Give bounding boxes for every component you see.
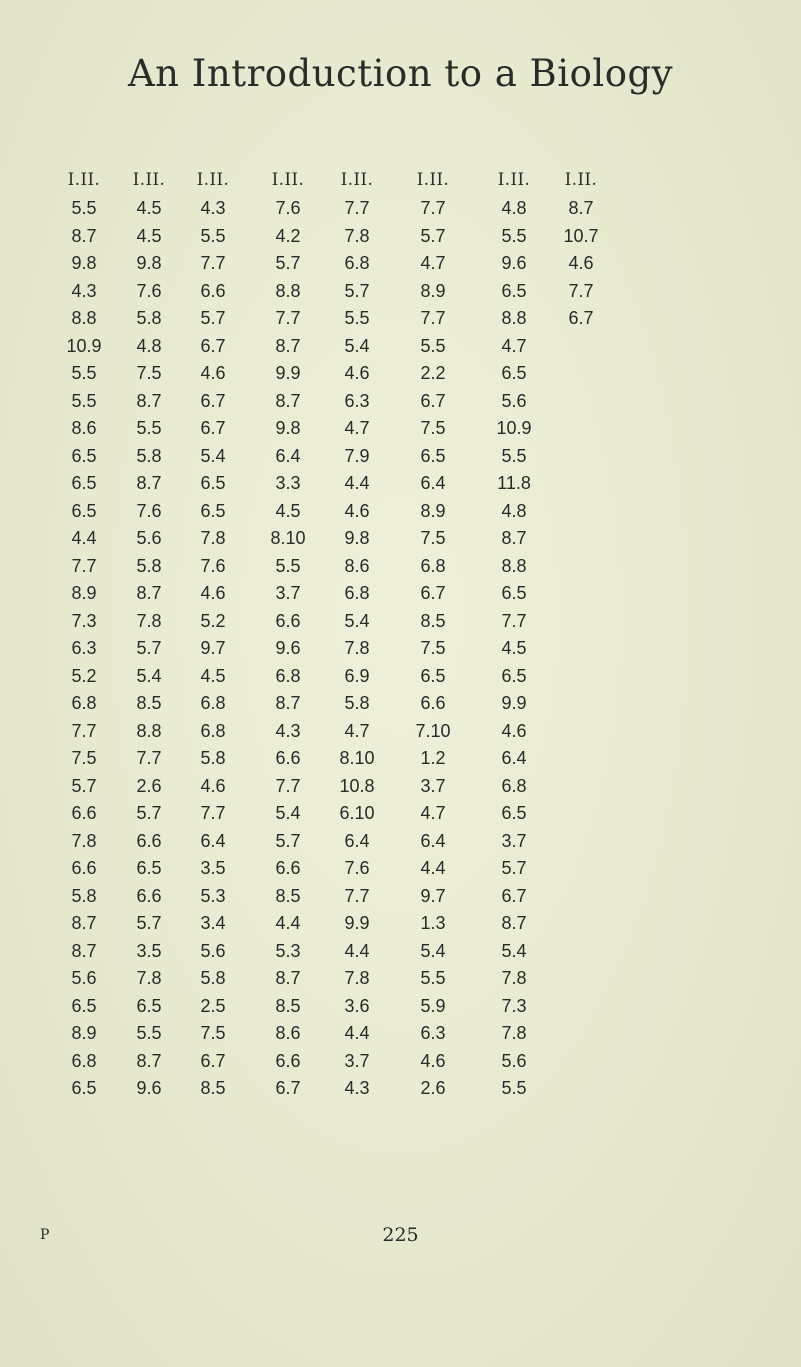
table-cell: 7.8 (344, 225, 370, 246)
table-cell: 8.7 (275, 335, 301, 356)
table-cell: 6.9 (344, 665, 370, 686)
table-cell: 6.6 (71, 803, 97, 823)
table-cell: 5.7 (275, 253, 301, 273)
table-cell: 6.7 (275, 1078, 301, 1098)
table-cell: 5.8 (136, 308, 162, 328)
table-cell: 9.9 (275, 363, 301, 383)
table-cell: 6.4 (344, 830, 370, 851)
table-cell: 5.7 (136, 913, 162, 933)
table-cell: 7.10 (415, 720, 451, 741)
table-cell: 6.8 (344, 583, 370, 603)
table-cell: 7.8 (501, 968, 527, 988)
table-cell: 5.8 (200, 968, 226, 988)
table-cell: 6.5 (71, 445, 97, 466)
table-cell: 4.7 (344, 418, 370, 438)
table-cell: 8.8 (275, 280, 301, 301)
table-cell: 6.4 (275, 445, 301, 466)
table-cell: 8.5 (420, 610, 446, 631)
table-cell: 4.4 (344, 940, 370, 961)
table-cell: 5.5 (501, 225, 527, 246)
table-cell: 5.6 (200, 940, 226, 961)
table-cell: 7.8 (501, 1023, 527, 1043)
table-cell: 6.6 (275, 858, 301, 878)
table-cell: 7.7 (568, 280, 594, 301)
table-cell: 10.8 (339, 775, 375, 796)
table-cell: 8.7 (136, 583, 162, 603)
table-cell: 5.7 (136, 803, 162, 823)
table-cell: 4.2 (275, 225, 301, 246)
table-cell: 5.5 (71, 363, 97, 383)
table-cell: 6.4 (420, 830, 446, 851)
table-cell: 8.5 (136, 693, 162, 713)
table-cell: 8.7 (71, 913, 97, 933)
table-cell: 8.9 (71, 583, 97, 603)
table-cell: 5.6 (136, 528, 162, 548)
table-cell: 2.6 (136, 775, 162, 796)
table-cell: 5.9 (420, 995, 446, 1016)
table-cell: 7.8 (200, 528, 226, 548)
table-cell: 8.5 (275, 995, 301, 1016)
table-cell: 3.4 (200, 913, 226, 933)
column-header: I.II. (132, 170, 166, 189)
table-cell: 5.4 (344, 335, 370, 356)
table-cell: 6.5 (71, 1078, 97, 1098)
table-cell: 7.5 (136, 363, 162, 383)
column-header: I.II. (271, 170, 305, 189)
table-cell: 7.7 (200, 803, 226, 823)
table-cell: 7.8 (136, 610, 162, 631)
table-cell: 4.3 (200, 198, 226, 218)
table-cell: 6.5 (420, 445, 446, 466)
table-cell: 7.7 (71, 555, 97, 576)
table-cell: 5.8 (71, 885, 97, 906)
table-cell: 10.7 (563, 225, 599, 246)
table-cell: 4.5 (136, 225, 162, 246)
table-cell: 6.5 (200, 473, 226, 493)
table-cell: 5.5 (501, 445, 527, 466)
table-cell: 4.3 (71, 280, 97, 301)
table-cell: 6.5 (71, 995, 97, 1016)
table-cell: 6.4 (200, 830, 226, 851)
table-cell: 5.6 (501, 390, 527, 411)
table-cell: 9.7 (420, 885, 446, 906)
table-cell: 3.7 (344, 1050, 370, 1071)
signature-mark: P (40, 1227, 50, 1243)
column-header: I.II. (416, 170, 450, 189)
table-cell: 6.6 (200, 280, 226, 301)
table-cell: 7.7 (501, 610, 527, 631)
table-cell: 5.5 (136, 418, 162, 438)
table-cell: 7.6 (136, 280, 162, 301)
table-cell: 6.7 (200, 1050, 226, 1071)
table-cell: 1.3 (420, 913, 446, 933)
column-header: I.II. (340, 170, 374, 189)
table-cell: 9.9 (501, 693, 527, 713)
table-cell: 6.5 (420, 665, 446, 686)
table-cell: 2.6 (420, 1078, 446, 1098)
table-cell: 10.9 (496, 418, 532, 438)
table-cell: 4.5 (501, 638, 527, 658)
column-header: I.II. (497, 170, 531, 189)
table-cell: 4.6 (568, 253, 594, 273)
running-head: An Introduction to a Biology (127, 52, 674, 95)
table-cell: 6.5 (200, 500, 226, 521)
table-cell: 6.3 (420, 1023, 446, 1043)
table-cell: 7.5 (200, 1023, 226, 1043)
table-cell: 6.7 (501, 885, 527, 906)
table-cell: 9.6 (501, 253, 527, 273)
table-cell: 4.5 (275, 500, 301, 521)
table-cell: 5.6 (501, 1050, 527, 1071)
table-cell: 6.4 (420, 473, 446, 493)
table-cell: 8.7 (136, 1050, 162, 1071)
table-cell: 5.7 (71, 775, 97, 796)
column-header: I.II. (196, 170, 230, 189)
table-cell: 7.7 (344, 198, 370, 218)
table-cell: 6.3 (344, 390, 370, 411)
table-cell: 7.8 (136, 968, 162, 988)
table-cell: 6.6 (420, 693, 446, 713)
table-cell: 5.4 (344, 610, 370, 631)
table-cell: 5.7 (136, 638, 162, 658)
table-cell: 7.7 (71, 720, 97, 741)
table-cell: 3.7 (275, 583, 301, 603)
column-header: I.II. (67, 170, 101, 189)
table-cell: 6.5 (136, 995, 162, 1016)
table-cell: 7.8 (71, 830, 97, 851)
table-cell: 5.7 (420, 225, 446, 246)
table-cell: 5.2 (71, 665, 97, 686)
table-cell: 6.7 (200, 335, 226, 356)
table-cell: 5.5 (136, 1023, 162, 1043)
table-cell: 5.8 (136, 445, 162, 466)
table-cell: 6.7 (200, 390, 226, 411)
table-cell: 5.4 (275, 803, 301, 823)
table-cell: 4.6 (501, 720, 527, 741)
table-cell: 5.5 (501, 1078, 527, 1098)
table-cell: 8.7 (136, 473, 162, 493)
table-cell: 5.7 (200, 308, 226, 328)
table-cell: 7.5 (420, 418, 446, 438)
table-cell: 4.4 (344, 473, 370, 493)
table-cell: 8.7 (275, 693, 301, 713)
table-cell: 6.4 (501, 748, 527, 768)
table-cell: 7.8 (344, 968, 370, 988)
table-cell: 6.6 (275, 610, 301, 631)
table-cell: 6.5 (501, 363, 527, 383)
table-cell: 9.8 (136, 253, 162, 273)
table-cell: 2.5 (200, 995, 226, 1016)
table-cell: 8.10 (270, 528, 306, 548)
table-cell: 9.6 (136, 1078, 162, 1098)
table-cell: 3.5 (200, 858, 226, 878)
table-cell: 4.6 (200, 583, 226, 603)
data-table (0, 198, 801, 1118)
table-cell: 5.8 (344, 693, 370, 713)
table-cell: 7.7 (420, 308, 446, 328)
table-cell: 7.5 (420, 638, 446, 658)
table-cell: 4.6 (420, 1050, 446, 1071)
table-cell: 4.6 (200, 363, 226, 383)
table-cell: 5.7 (344, 280, 370, 301)
table-cell: 5.5 (420, 968, 446, 988)
table-cell: 8.6 (71, 418, 97, 438)
page-number: 225 (382, 1224, 419, 1246)
table-cell: 6.8 (71, 693, 97, 713)
table-cell: 4.7 (420, 253, 446, 273)
table-cell: 8.8 (71, 308, 97, 328)
table-cell: 4.7 (420, 803, 446, 823)
table-cell: 6.8 (420, 555, 446, 576)
table-cell: 5.5 (275, 555, 301, 576)
table-cell: 4.6 (200, 775, 226, 796)
table-cell: 8.6 (275, 1023, 301, 1043)
table-cell: 4.4 (71, 528, 97, 548)
table-cell: 4.7 (344, 720, 370, 741)
table-cell: 6.8 (200, 720, 226, 741)
table-cell: 5.4 (501, 940, 527, 961)
table-cell: 3.7 (501, 830, 527, 851)
table-cell: 6.5 (136, 858, 162, 878)
table-cell: 8.9 (420, 280, 446, 301)
table-cell: 6.7 (420, 390, 446, 411)
table-cell: 6.5 (71, 473, 97, 493)
table-cell: 3.5 (136, 940, 162, 961)
table-cell: 4.4 (344, 1023, 370, 1043)
table-cell: 3.7 (420, 775, 446, 796)
table-cell: 7.7 (200, 253, 226, 273)
table-cell: 4.8 (501, 500, 527, 521)
table-cell: 7.6 (275, 198, 301, 218)
table-cell: 5.4 (420, 940, 446, 961)
table-cell: 9.7 (200, 638, 226, 658)
table-cell: 7.5 (420, 528, 446, 548)
table-cell: 6.8 (501, 775, 527, 796)
table-cell: 7.5 (71, 748, 97, 768)
table-cell: 9.6 (275, 638, 301, 658)
table-cell: 8.10 (339, 748, 375, 768)
table-cell: 4.5 (136, 198, 162, 218)
table-cell: 7.7 (275, 308, 301, 328)
table-cell: 7.6 (200, 555, 226, 576)
table-cell: 5.5 (71, 390, 97, 411)
table-cell: 7.3 (71, 610, 97, 631)
table-cell: 8.7 (568, 198, 594, 218)
table-cell: 6.5 (501, 665, 527, 686)
table-cell: 8.7 (71, 225, 97, 246)
table-header-row (0, 170, 801, 192)
table-cell: 9.8 (275, 418, 301, 438)
table-cell: 8.7 (136, 390, 162, 411)
table-cell: 4.8 (501, 198, 527, 218)
table-cell: 1.2 (420, 748, 446, 768)
table-cell: 8.5 (200, 1078, 226, 1098)
table-cell: 6.8 (344, 253, 370, 273)
table-cell: 8.8 (501, 308, 527, 328)
table-cell: 6.6 (275, 748, 301, 768)
table-cell: 5.4 (136, 665, 162, 686)
table-cell: 8.6 (344, 555, 370, 576)
table-cell: 4.3 (275, 720, 301, 741)
table-cell: 6.8 (71, 1050, 97, 1071)
table-cell: 7.7 (275, 775, 301, 796)
table-cell: 5.3 (275, 940, 301, 961)
table-cell: 9.9 (344, 913, 370, 933)
table-cell: 5.4 (200, 445, 226, 466)
table-cell: 6.6 (136, 885, 162, 906)
table-cell: 6.6 (71, 858, 97, 878)
table-cell: 5.5 (200, 225, 226, 246)
table-cell: 6.6 (136, 830, 162, 851)
table-cell: 8.8 (136, 720, 162, 741)
table-cell: 7.7 (136, 748, 162, 768)
table-cell: 3.3 (275, 473, 301, 493)
table-cell: 6.8 (200, 693, 226, 713)
table-cell: 5.7 (501, 858, 527, 878)
table-cell: 7.6 (136, 500, 162, 521)
table-cell: 7.7 (344, 885, 370, 906)
table-cell: 8.8 (501, 555, 527, 576)
table-cell: 4.7 (501, 335, 527, 356)
table-cell: 4.3 (344, 1078, 370, 1098)
table-cell: 4.6 (344, 363, 370, 383)
table-cell: 4.5 (200, 665, 226, 686)
table-cell: 7.3 (501, 995, 527, 1016)
table-cell: 5.3 (200, 885, 226, 906)
table-cell: 5.5 (344, 308, 370, 328)
table-cell: 5.8 (200, 748, 226, 768)
table-cell: 5.8 (136, 555, 162, 576)
table-cell: 6.7 (420, 583, 446, 603)
table-cell: 7.9 (344, 445, 370, 466)
table-cell: 6.5 (71, 500, 97, 521)
table-cell: 6.8 (275, 665, 301, 686)
table-cell: 7.6 (344, 858, 370, 878)
table-cell: 4.6 (344, 500, 370, 521)
table-cell: 6.3 (71, 638, 97, 658)
table-cell: 8.5 (275, 885, 301, 906)
table-cell: 10.9 (66, 335, 102, 356)
table-cell: 8.9 (420, 500, 446, 521)
table-cell: 4.4 (275, 913, 301, 933)
table-cell: 8.7 (275, 390, 301, 411)
table-cell: 3.6 (344, 995, 370, 1016)
table-cell: 6.7 (568, 308, 594, 328)
table-cell: 7.8 (344, 638, 370, 658)
column-header: I.II. (564, 170, 598, 189)
table-cell: 5.5 (71, 198, 97, 218)
table-cell: 2.2 (420, 363, 446, 383)
table-cell: 8.7 (71, 940, 97, 961)
table-cell: 5.7 (275, 830, 301, 851)
table-cell: 5.2 (200, 610, 226, 631)
table-cell: 9.8 (71, 253, 97, 273)
table-cell: 6.5 (501, 280, 527, 301)
table-cell: 8.7 (275, 968, 301, 988)
table-cell: 8.7 (501, 528, 527, 548)
table-cell: 8.7 (501, 913, 527, 933)
table-cell: 11.8 (497, 473, 531, 493)
table-cell: 4.4 (420, 858, 446, 878)
table-cell: 6.7 (200, 418, 226, 438)
table-cell: 8.9 (71, 1023, 97, 1043)
table-cell: 4.8 (136, 335, 162, 356)
table-cell: 5.6 (71, 968, 97, 988)
table-cell: 6.5 (501, 583, 527, 603)
table-cell: 6.5 (501, 803, 527, 823)
table-cell: 9.8 (344, 528, 370, 548)
table-cell: 6.6 (275, 1050, 301, 1071)
table-cell: 6.10 (339, 803, 375, 823)
table-cell: 7.7 (420, 198, 446, 218)
table-cell: 5.5 (420, 335, 446, 356)
